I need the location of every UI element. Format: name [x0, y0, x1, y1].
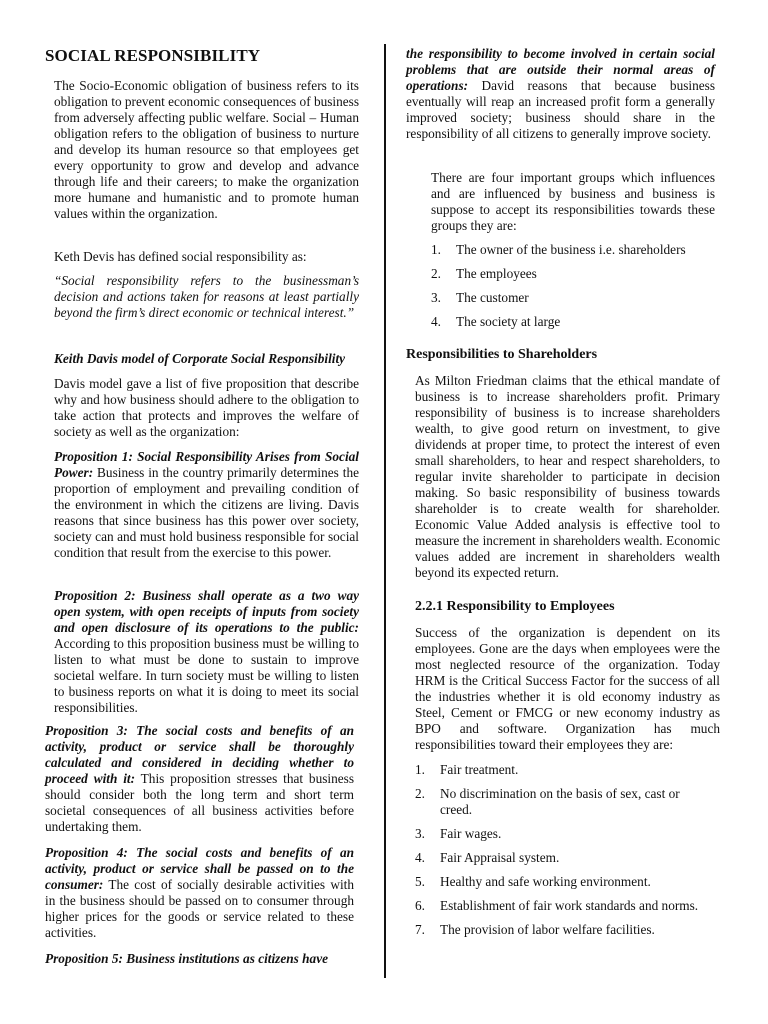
model-heading: Keith Davis model of Corporate Social Responsibility — [54, 351, 346, 366]
list-item — [415, 850, 705, 866]
list-item — [415, 922, 705, 938]
proposition-5-start: Proposition 5: Business institutions as citizens have — [45, 951, 328, 966]
proposition-3: Proposition 3: The social costs and benefits of an activity, product or service shall be thoroughly calculated and considered in deciding whether to proceed with it: This proposition stresses that business should consider both the long term and short term societal consequences of all business activities before undertaking them. — [45, 723, 354, 834]
proposition-4: Proposition 4: The social costs and benefits of an activity, product or service shall be passed on to the consumer: The cost of socially desirable activities with in the business should be passed on to consumer through higher prices for the goods or service related to these activities. — [45, 845, 354, 940]
list-item — [431, 290, 721, 306]
list-item-number: 1. — [415, 762, 425, 777]
list-item-text: The provision of labor welfare facilities. — [440, 922, 655, 937]
list-item-number: 7. — [415, 922, 425, 937]
list-item-text: The society at large — [456, 314, 561, 329]
list-item-number: 4. — [431, 314, 441, 329]
list-item-text: Healthy and safe working environment. — [440, 874, 651, 889]
list-item-number: 1. — [431, 242, 441, 257]
list-item-text: Fair treatment. — [440, 762, 519, 777]
model-intro: Davis model gave a list of five proposition that describe why and how business should adhere to the obligation to take action that protects and improves the welfare of society as well as the organization: — [54, 376, 359, 439]
shareholders-paragraph: As Milton Friedman claims that the ethical mandate of business is to increase shareholders profit. Primary responsibility of business is to increase shareholders wealth, to give good return on investment, to give dividends at proper time, to protect the interest of even small shareholders, to hear and respect shareholders, to regular invite shareholder to participate in decision making. So basic responsibility of business towards shareholder is to create wealth for shareholder. Economic Value Added analysis is effective tool to measure the increment in shareholders wealth. Economic values added are increment in shareholders wealth beyond its expected return. — [415, 373, 720, 580]
column-divider — [384, 44, 386, 978]
keith-definition: Keth Devis has defined social responsibility as: — [54, 249, 307, 264]
list-item — [431, 266, 721, 282]
list-item-text: Establishment of fair work standards and norms. — [440, 898, 699, 913]
list-item-number: 2. — [415, 786, 425, 801]
list-item-number: 3. — [431, 290, 441, 305]
proposition-5-continued: the responsibility to become involved in certain social problems that are outside their normal areas of operations: David reasons that because business eventually will reap an increased profit form a generally improved society; business should share in the responsibility of all citizens to generally improve society. — [406, 46, 715, 141]
list-item — [415, 874, 705, 890]
list-item — [431, 242, 721, 258]
list-item-text: The customer — [456, 290, 529, 305]
shareholders-heading: Responsibilities to Shareholders — [406, 347, 598, 362]
list-item-text: The owner of the business i.e. shareholders — [456, 242, 686, 257]
intro-paragraph: The Socio-Economic obligation of business refers to its obligation to prevent economic consequences of business from adversely affecting public welfare. Social – Human obligation refers to the obligation of business to nurture and develop its human resource so that employees get every opportunity to grow and develop and advance through life and their careers; to make the organization more humane and humanistic and to promote human values within the organization. — [54, 78, 360, 221]
employees-heading: 2.2.1 Responsibility to Employees — [415, 599, 615, 614]
employee-responsibilities-list — [415, 762, 705, 946]
list-item-text: Fair wages. — [440, 826, 502, 841]
groups-list — [431, 242, 721, 338]
employees-paragraph: Success of the organization is dependent on its employees. Gone are the days when employees were the most neglected resource of the organization. Today HRM is the Critical Success Factor for the success of all the industries whether it is old economy industry as Steel, Cement or FMCG or new economy industry as BPO and software. Organization has much responsibilities toward their employees they are: — [415, 625, 720, 752]
proposition-2: Proposition 2: Business shall operate as a two way open system, with open receipts of inputs from society and open disclosure of its operations to the public: According to this proposition business must be willing to listen to what must be done to sustain to improve societal welfare. In turn society must be willing to listen to business reports on what it is doing to meet its social responsibilities. — [54, 588, 359, 715]
list-item — [431, 314, 721, 330]
groups-intro: There are four important groups which influences and are influenced by business and business is suppose to accept its responsibilities towards these groups they are: — [431, 170, 715, 233]
list-item-number: 2. — [431, 266, 441, 281]
list-item-number: 5. — [415, 874, 425, 889]
list-item — [415, 898, 705, 914]
page-title: SOCIAL RESPONSIBILITY — [45, 46, 261, 65]
list-item-number: 4. — [415, 850, 425, 865]
list-item-number: 3. — [415, 826, 425, 841]
list-item-text: The employees — [456, 266, 537, 281]
list-item-number: 6. — [415, 898, 425, 913]
list-item — [415, 786, 705, 818]
definition-quote: “Social responsibility refers to the businessman’s decision and actions taken for reasons at least partially beyond the firm’s direct economic or technical interest.” — [54, 273, 359, 320]
proposition-1: Proposition 1: Social Responsibility Arises from Social Power: Business in the country primarily determines the proportion of employment and prevailing condition of the environment in which the citizens are living. Davis reasons that since business has this power over society, society can and must hold business responsible for social condition that result from the exercise to this power. — [54, 449, 359, 560]
list-item-text: No discrimination on the basis of sex, cast or creed. — [440, 786, 680, 817]
list-item-text: Fair Appraisal system. — [440, 850, 560, 865]
list-item — [415, 762, 705, 778]
list-item — [415, 826, 705, 842]
